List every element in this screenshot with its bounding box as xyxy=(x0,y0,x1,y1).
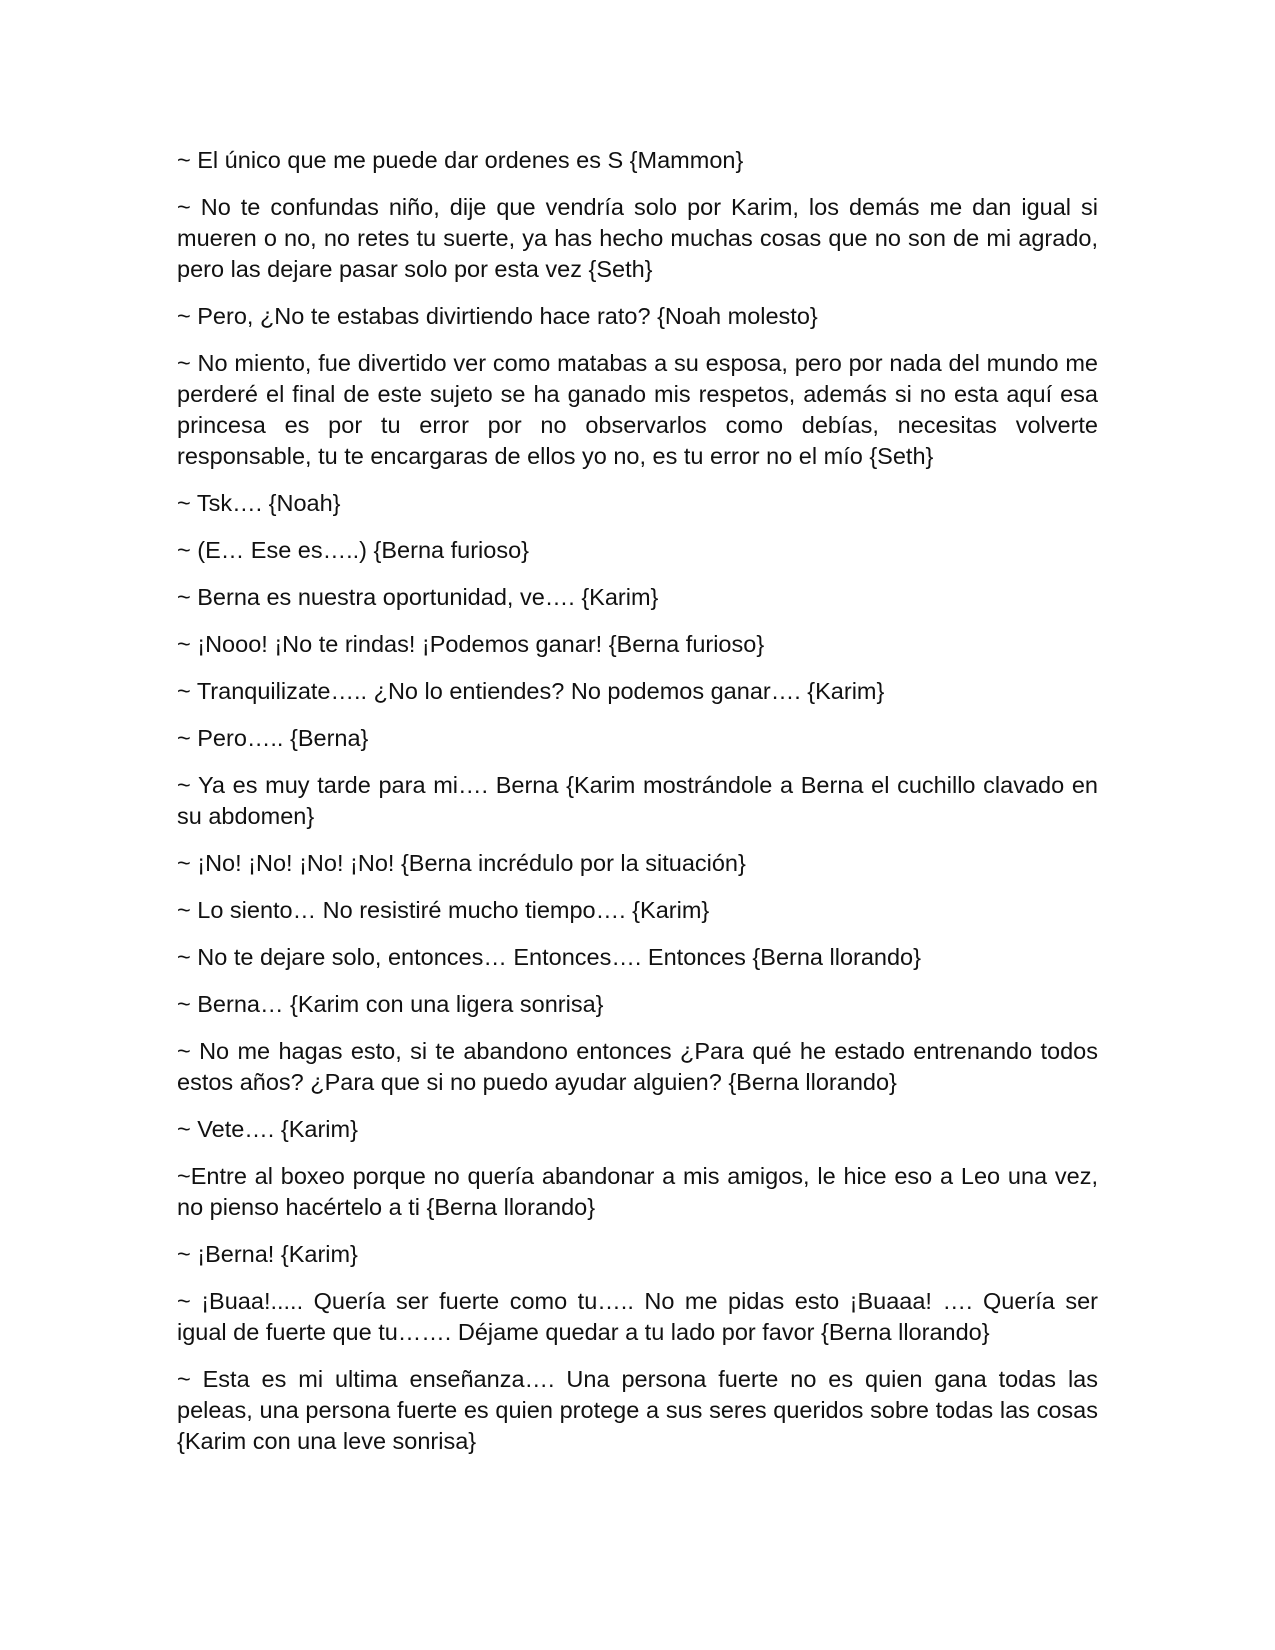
dialogue-line: ~ Tsk…. {Noah} xyxy=(177,490,341,516)
dialogue-line: ~ No te dejare solo, entonces… Entonces…. Entonces {Berna llorando} xyxy=(177,944,921,970)
dialogue-line: ~ No me hagas esto, si te abandono entonces ¿Para qué he estado entrenando todos estos años? ¿Para que si no puedo ayudar alguien? {Berna llorando} xyxy=(177,1038,1098,1095)
dialogue-line: ~ ¡Berna! {Karim} xyxy=(177,1241,358,1267)
dialogue-line: ~ No te confundas niño, dije que vendría solo por Karim, los demás me dan igual si mueren o no, no retes tu suerte, ya has hecho muchas cosas que no son de mi agrado, pero las dejare pasar solo por esta vez {Seth} xyxy=(177,194,1098,282)
dialogue-line: ~ Pero, ¿No te estabas divirtiendo hace rato? {Noah molesto} xyxy=(177,303,818,329)
dialogue-line: ~ Esta es mi ultima enseñanza…. Una persona fuerte no es quien gana todas las peleas, una persona fuerte es quien protege a sus seres queridos sobre todas las cosas {Karim con una leve sonrisa} xyxy=(177,1366,1098,1454)
dialogue-line: ~ No miento, fue divertido ver como matabas a su esposa, pero por nada del mundo me perderé el final de este sujeto se ha ganado mis respetos, además si no esta aquí esa princesa es por tu error por no observarlos como debías, necesitas volverte responsable, tu te encargaras de ellos yo no, es tu error no el mío {Seth} xyxy=(177,350,1098,469)
dialogue-line: ~ El único que me puede dar ordenes es S {Mammon} xyxy=(177,147,744,173)
dialogue-line: ~ ¡No! ¡No! ¡No! ¡No! {Berna incrédulo por la situación} xyxy=(177,850,746,876)
document-page xyxy=(177,145,1098,1473)
dialogue-line: ~ Berna es nuestra oportunidad, ve…. {Karim} xyxy=(177,584,659,610)
dialogue-line: ~ Pero….. {Berna} xyxy=(177,725,369,751)
dialogue-line: ~ Ya es muy tarde para mi…. Berna {Karim mostrándole a Berna el cuchillo clavado en su abdomen} xyxy=(177,772,1098,829)
dialogue-line: ~Entre al boxeo porque no quería abandonar a mis amigos, le hice eso a Leo una vez, no pienso hacértelo a ti {Berna llorando} xyxy=(177,1163,1098,1220)
dialogue-line: ~ ¡Buaa!..... Quería ser fuerte como tu….. No me pidas esto ¡Buaaa! …. Quería ser igual de fuerte que tu……. Déjame quedar a tu lado por favor {Berna llorando} xyxy=(177,1288,1098,1345)
dialogue-line: ~ Lo siento… No resistiré mucho tiempo…. {Karim} xyxy=(177,897,710,923)
dialogue-line: ~ ¡Nooo! ¡No te rindas! ¡Podemos ganar! {Berna furioso} xyxy=(177,631,765,657)
dialogue-line: ~ Berna… {Karim con una ligera sonrisa} xyxy=(177,991,604,1017)
dialogue-line: ~ Tranquilizate….. ¿No lo entiendes? No podemos ganar…. {Karim} xyxy=(177,678,885,704)
dialogue-line: ~ (E… Ese es…..) {Berna furioso} xyxy=(177,537,530,563)
dialogue-line: ~ Vete…. {Karim} xyxy=(177,1116,358,1142)
